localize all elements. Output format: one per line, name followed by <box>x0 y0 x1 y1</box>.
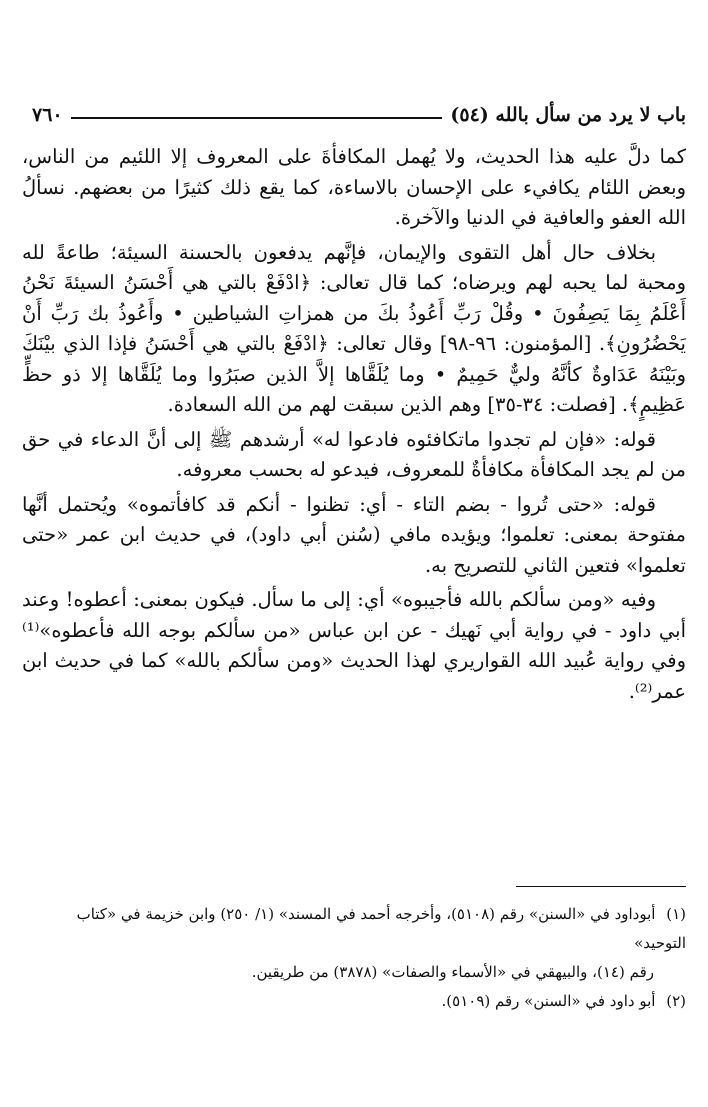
header-rule <box>71 117 443 119</box>
footnote-2-number: (٢) <box>666 992 686 1010</box>
chapter-title: باب لا يرد من سأل بالله (٥٤) <box>450 104 686 126</box>
running-header <box>22 92 686 126</box>
paragraph-1: كما دلَّ عليه هذا الحديث، ولا يُهمل المكافأةَ على المعروف إلا اللئيم من الناس، وبعض اللئام يكافيء على الإحسان بالاساءة، كما يقع ذلك كثيرًا من بعضهم. نسألُ الله العفو والعافية في الدنيا والآخرة. <box>22 145 686 229</box>
footnotes <box>22 900 686 1016</box>
paragraph-4: قوله: «حتى تُروا - بضم التاء - أي: تظنوا - أنكم قد كافأتموه» ويُحتمل أنَّها مفتوحة بمعنى: تعلموا؛ ويؤيده مافي (سُنن أبي داود)، في حديث ابن عمر «حتى تعلموا» فتعين الثاني للتصريح به. <box>22 492 686 577</box>
paragraph-5: وفيه «ومن سألكم بالله فأجيبوه» أي: إلى ما سأل. فيكون بمعنى: أعطوه! وعند أبي داود - في رواية أبي نَهيك - عن ابن عباس «من سألكم بوجه الله فأعطوه»⁽¹⁾ وفي رواية عُبيد الله القواريري لهذا الحديث «ومن سألكم بالله» كما في حديث ابن عمر⁽²⁾. <box>22 588 686 703</box>
footnote-1 <box>22 900 686 958</box>
footnote-1-continuation: رقم (١٤)، والبيهقي في «الأسماء والصفات» (٣٨٧٨) من طريقين. <box>251 963 654 981</box>
paragraph-3: قوله: «فإن لم تجدوا ماتكافئوه فادعوا له» أرشدهم ﷺ إلى أنَّ الدعاء في حق من لم يجد المكافأة مكافأةٌ للمعروف، فيدعو له بحسب معروفه. <box>22 427 686 481</box>
footnote-2 <box>22 987 686 1016</box>
paragraph-2: بخلاف حال أهل التقوى والإيمان، فإنَّهم يدفعون بالحسنة السيئة؛ طاعةً لله ومحبة لما يحبه لهم ويرضاه؛ كما قال تعالى: ﴿ادْفَعْ بالتي هي أَحْسَنُ السيئةَ نَحْنُ أَعْلَمُ بِمَا يَصِفُونَ • وقُلْ رَبِّ أَعُوذُ بكَ من همزاتِ الشياطين • وأَعُوذُ بك رَبِّ أَنْ يَحْضُرُونِ﴾. [المؤمنون: ٩٦-٩٨] وقال تعالى: ﴿ادْفَعْ بالتي هي أَحْسَنُ فإذا الذي بيْنَكَ وبَيْنَهُ عَدَاوةٌ كأنَّهُ وليٌّ حَمِيمٌ • وما يُلَقَّاها إلاَّ الذين صبَرُوا وما يُلَقَّاها إلا ذو حظٍّ عَظِيمٍ﴾. [فصلت: ٣٤-٣٥] وهم الذين سبقت لهم من الله السعادة. <box>22 240 686 416</box>
footnote-1-number: (١) <box>666 905 686 923</box>
footnote-1-text: أبوداود في «السنن» رقم (٥١٠٨)، وأخرجه أحمد في المسند» (١/ ٢٥٠) وابن خزيمة في «كتاب التوحيد» <box>76 905 686 952</box>
footnote-2-text: أبو داود في «السنن» رقم (٥١٠٩). <box>441 992 656 1010</box>
footnote-separator <box>516 886 686 887</box>
page-number: ٧٦٠ <box>32 104 63 126</box>
main-text <box>22 142 686 711</box>
